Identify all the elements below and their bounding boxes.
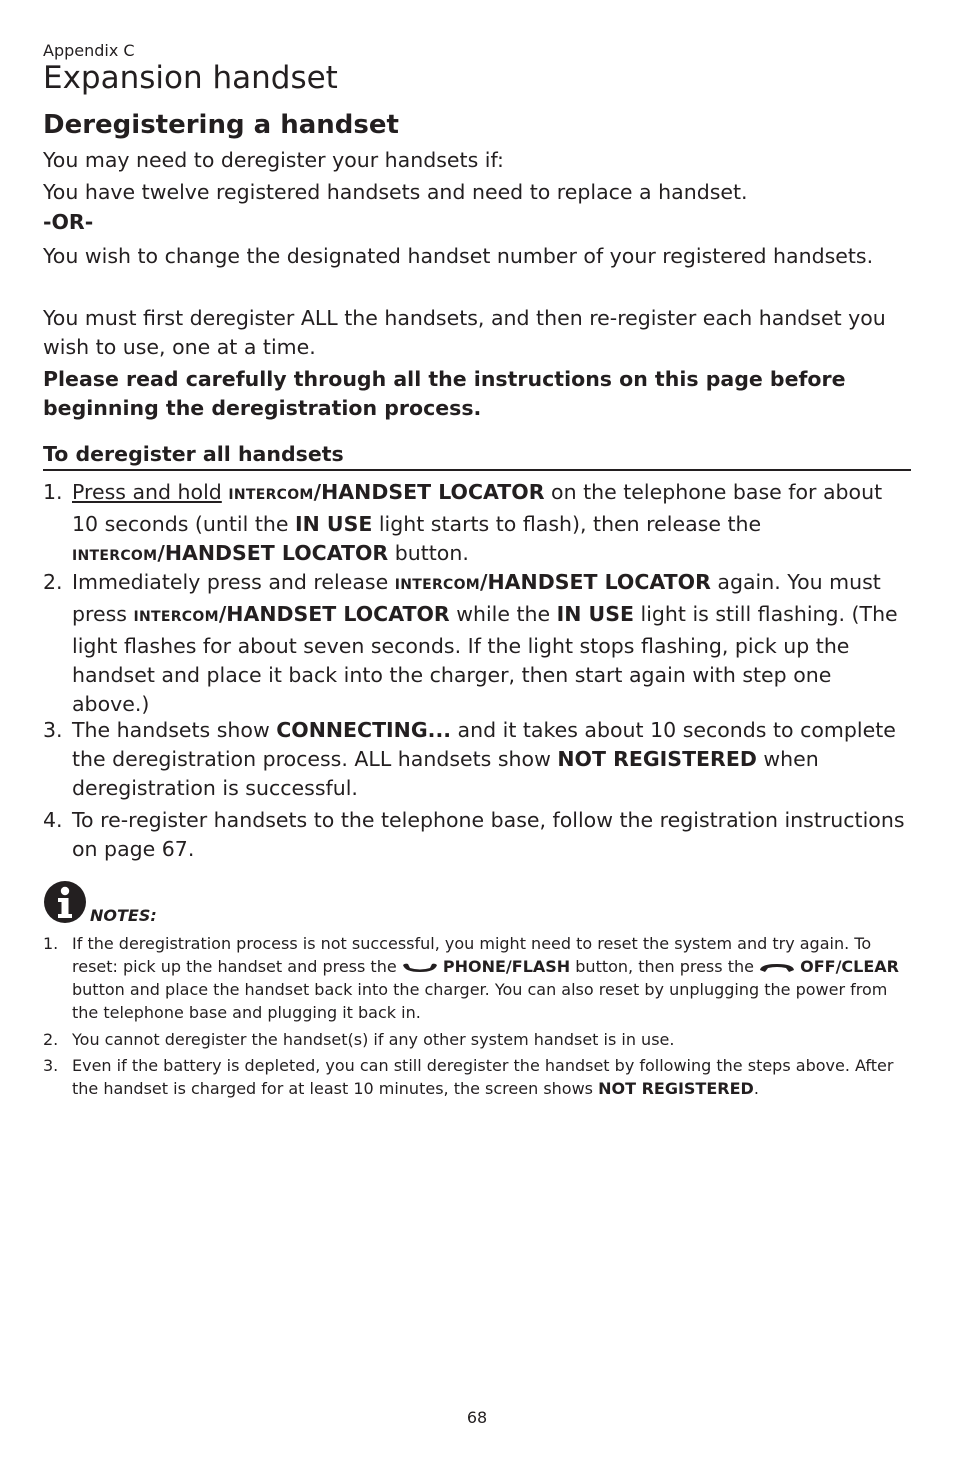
step-text-part: again. You must press — [72, 570, 881, 626]
step-text-part: light is still flashing. (The light flashes for about seven seconds. If the light stops flashing, pick up the handset and place it back into the charger, then start again with step one above.) — [72, 602, 898, 716]
step-number: 4. — [43, 808, 63, 832]
procedure-heading: To deregister all handsets — [43, 442, 911, 471]
note-text — [72, 1054, 915, 1100]
section-title: Expansion handset — [43, 60, 338, 96]
intro-paragraph-1: You may need to deregister your handsets if: — [43, 148, 504, 172]
phone-icon — [402, 962, 438, 974]
hang-up-icon — [759, 962, 795, 974]
step-text-part: light starts to flash), then release the — [372, 512, 762, 536]
or-separator: -OR- — [43, 210, 94, 234]
warning-text: Please read carefully through all the instructions on this page before beginning the deregistration process. — [43, 367, 846, 420]
step-number: 3. — [43, 718, 63, 742]
page-number: 68 — [466, 1408, 488, 1427]
key-label-handset-locator: /HANDSET LOCATOR — [218, 602, 450, 626]
connecting-label: CONNECTING... — [276, 718, 452, 742]
step-text-part: The handsets show — [72, 718, 277, 742]
key-label-intercom: INTERCOM — [133, 609, 219, 625]
page-subtitle: Deregistering a handset — [43, 110, 399, 140]
step-text-part: when deregistration is successful. — [72, 747, 819, 800]
step-text-part: while the — [449, 602, 557, 626]
off-clear-label: OFF/CLEAR — [800, 957, 899, 976]
note-text — [72, 932, 915, 1024]
note-text-part: button, then press the — [570, 957, 760, 976]
note-number: 2. — [43, 1030, 59, 1049]
step-text: To re-register handsets to the telephone base, follow the registration instructions on page 67. — [72, 808, 905, 861]
key-label-handset-locator: /HANDSET LOCATOR — [313, 480, 545, 504]
intro-paragraph-2: You have twelve registered handsets and need to replace a handset. — [43, 180, 748, 204]
info-icon — [43, 880, 88, 925]
in-use-label: IN USE — [295, 512, 373, 536]
procedure-step — [43, 716, 911, 803]
procedure-step — [43, 478, 911, 571]
in-use-label: IN USE — [556, 602, 634, 626]
procedure-step — [43, 806, 911, 864]
step-text-part: button. — [388, 541, 469, 565]
step-number: 1. — [43, 480, 63, 504]
note-text: You cannot deregister the handset(s) if any other system handset is in use. — [72, 1030, 675, 1049]
note-text-part: If the deregistration process is not successful, you might need to reset the system and try again. To reset: pick up the handset and press the — [72, 934, 872, 976]
intro-paragraph-3: You wish to change the designated handset number of your registered handsets. — [43, 244, 874, 268]
key-label-intercom: INTERCOM — [72, 548, 158, 564]
not-registered-label: NOT REGISTERED — [598, 1079, 754, 1098]
step-text — [72, 716, 911, 803]
intro-paragraph-4: You must first deregister ALL the handsets, and then re-register each handset you wish to use, one at a time. — [43, 306, 886, 359]
notes-title: NOTES: — [90, 906, 157, 925]
key-label-intercom: INTERCOM — [228, 487, 314, 503]
note-item — [43, 1054, 915, 1100]
procedure-step — [43, 568, 911, 719]
note-number: 1. — [43, 934, 59, 953]
note-item — [43, 932, 915, 1024]
step-text-part: on the telephone base for about 10 seconds (until the — [72, 480, 883, 536]
step-text — [72, 478, 911, 571]
step-number: 2. — [43, 570, 63, 594]
step-text-part: Immediately press and release — [72, 570, 395, 594]
key-label-handset-locator: /HANDSET LOCATOR — [157, 541, 389, 565]
note-text-part: Even if the battery is depleted, you can still deregister the handset by following the steps above. After the handset is charged for at least 10 minutes, the screen shows — [72, 1056, 894, 1098]
step-text — [72, 568, 911, 719]
appendix-label: Appendix C — [43, 41, 135, 60]
key-label-intercom: INTERCOM — [394, 577, 481, 593]
note-text-part: button and place the handset back into the charger. You can also reset by unplugging the power from the telephone base and plugging it back in. — [72, 980, 888, 1022]
step-text-part: and it takes about 10 seconds to complete the deregistration process. ALL handsets show — [72, 718, 896, 771]
phone-flash-label: PHONE/FLASH — [442, 957, 571, 976]
not-registered-label: NOT REGISTERED — [557, 747, 757, 771]
note-text-part: . — [753, 1079, 759, 1098]
key-label-handset-locator: /HANDSET LOCATOR — [480, 570, 711, 594]
step-text-underlined: Press and hold — [72, 480, 222, 504]
note-number: 3. — [43, 1056, 59, 1075]
note-item — [43, 1028, 915, 1051]
